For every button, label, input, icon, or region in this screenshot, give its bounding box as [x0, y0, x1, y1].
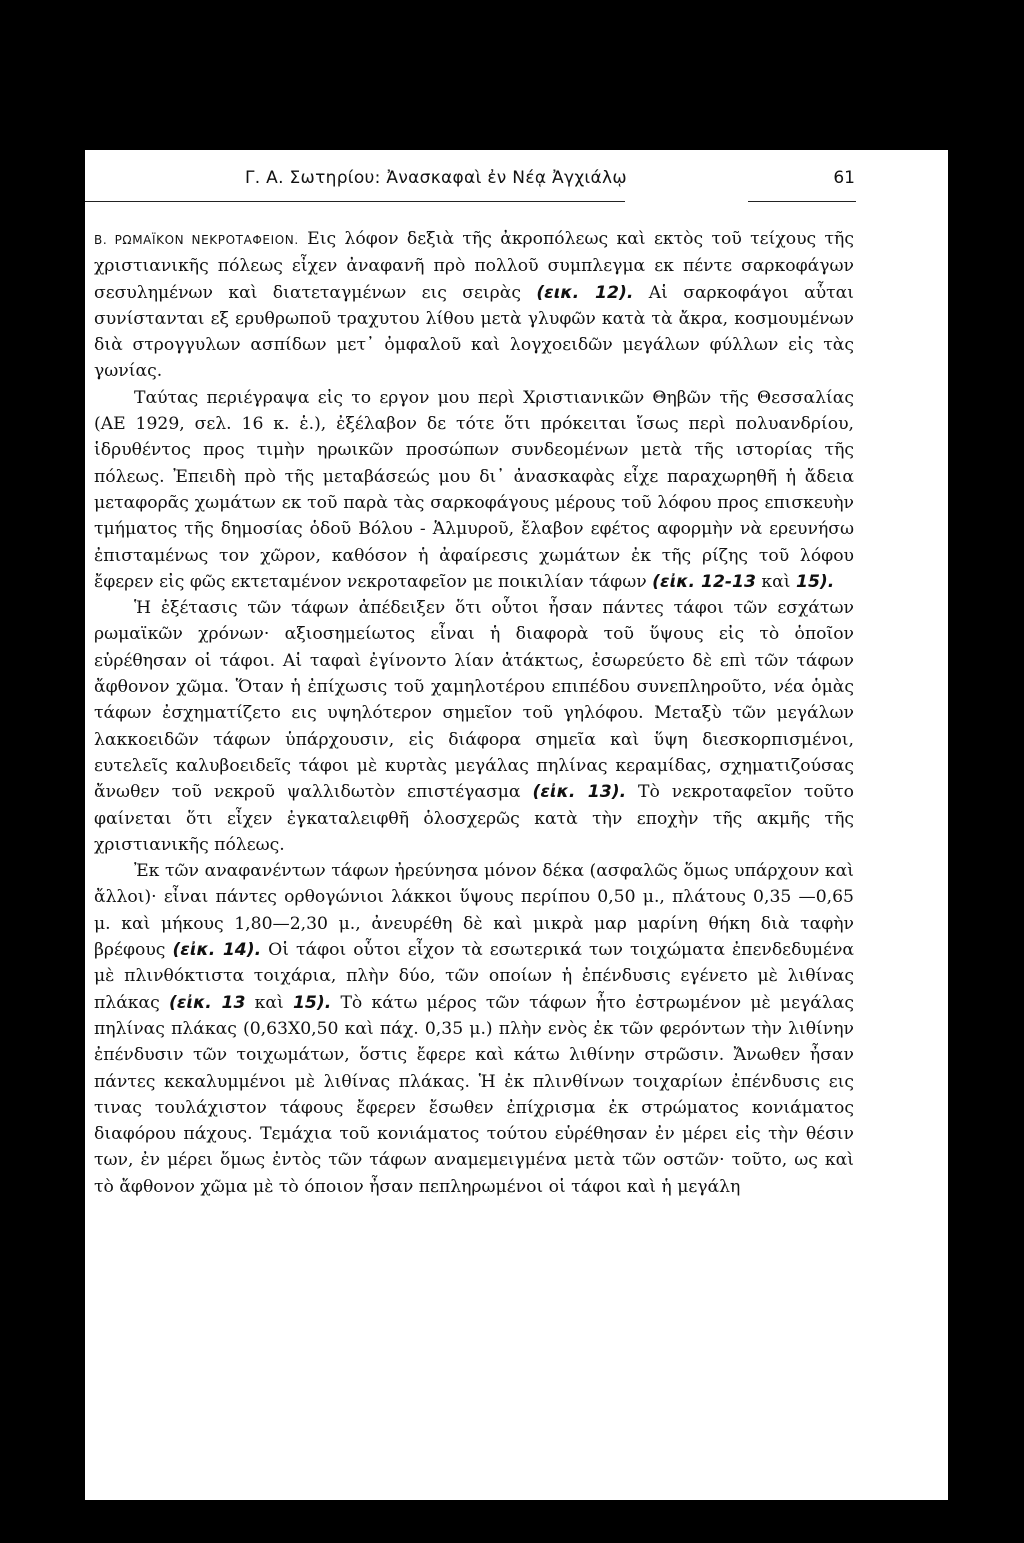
paragraph-1 [94, 226, 854, 385]
page-number: 61 [833, 168, 855, 188]
conjunction: καὶ [755, 571, 796, 592]
header-rule [85, 201, 625, 202]
header-rule-right [748, 201, 856, 202]
figure-reference: (εικ. 12). [536, 282, 634, 303]
paragraph-4-text-c: Τὸ κάτω μέρος τῶν τάφων ἦτο ἐστρωμένον μὲ μεγάλας πηλίνας πλάκας (0,63Χ0,50 καὶ πάχ. 0,35 μ.) πλὴν ενὸς ἐκ τῶν φερόντων τὴν λιθίνην ἐπένδυσιν τῶν τοιχωμάτων, ὅστις ἔφερε καὶ κάτω λιθίνην στρῶσιν. Ἄνωθεν ἦσαν πάντες κεκαλυμμένοι μὲ λιθίνας πλάκας. Ἡ ἐκ πλινθίνων τοιχαρίων ἐπένδυσις εις τινας τουλάχιστον τάφους ἔφερεν ἔσωθεν ἐπίχρισμα ἐκ στρώματος κονιάματος διαφόρου πάχους. Τεμάχια τοῦ κονιάματος τούτου εὑρέθησαν ἐν μέρει εἰς τὴν θέσιν των, ἐν μέρει ὅμως ἐντὸς τῶν τάφων αναμεμειγμένα μετὰ τῶν οστῶν· τοῦτο, ως καὶ τὸ ἄφθονον χῶμα μὲ τὸ όποιον ἦσαν πεπληρωμένοι οἱ τάφοι καὶ ἡ μεγάλη [94, 992, 854, 1197]
paragraph-2 [94, 385, 854, 595]
figure-reference: (εἰκ. 12-13 [652, 571, 756, 592]
conjunction: καὶ [245, 992, 293, 1013]
section-label: Β. ΡΩΜΑΪΚΟΝ ΝΕΚΡΟΤΑΦΕΙΟΝ. [94, 233, 299, 247]
paragraph-3 [94, 595, 854, 858]
body-text [94, 226, 854, 1200]
paragraph-2-text: Ταύτας περιέγραψα εἰς το εργον μου περὶ Χριστιανικῶν Θηβῶν τῆς Θεσσαλίας (ΑΕ 1929, σελ. 16 κ. ἑ.), ἐξέλαβον δε τότε ὅτι πρόκειται ἴσως περὶ πολυανδρίου, ἱδρυθέντος προς τιμὴν ηρωικῶν προσώπων συνδεομένων μετὰ τῆς ιστορίας τῆς πόλεως. Ἐπειδὴ πρὸ τῆς μεταβάσεώς μου δι᾽ ἀνασκαφὰς εἶχε παραχωρηθῆ ἡ ἄδεια μεταφορᾶς χωμάτων εκ τοῦ παρὰ τὰς σαρκοφάγους μέρους τοῦ λόφου προς επισκευὴν τμήματος τῆς δημοσίας ὁδοῦ Βόλου - Ἁλμυροῦ, ἔλαβον εφέτος αφορμὴν νὰ ερευνήσω ἐπισταμένως τον χῶρον, καθόσον ἡ ἀφαίρεσις χωμάτων ἐκ τῆς ρίζης τοῦ λόφου ἔφερεν εἰς φῶς εκτεταμένον νεκροταφεῖον με ποικιλίαν τάφων [94, 387, 854, 592]
paragraph-4-text-b: Οἱ τάφοι οὗτοι εἶχον τὰ εσωτερικά των τοιχώματα ἐπενδεδυμένα μὲ πλινθόκτιστα τοιχάρια, πλὴν δύο, τῶν οποίων ἡ ἐπένδυσις εγένετο μὲ λιθίνας πλάκας [94, 940, 855, 1013]
paragraph-4 [94, 858, 854, 1200]
figure-reference: (εἰκ. 13). [532, 782, 627, 803]
paragraph-3-text-a: Ἡ ἐξέτασις τῶν τάφων ἀπέδειξεν ὅτι οὗτοι ἦσαν πάντες τάφοι τῶν εσχάτων ρωμαϊκῶν χρόνων· αξιοσημείωτος εἶναι ἡ διαφορὰ τοῦ ὕψους εἰς τὸ ὁποῖον εὑρέθησαν οἱ τάφοι. Αἱ ταφαὶ ἐγίνοντο λίαν ἀτάκτως, ἐσωρεύετο δὲ επὶ τῶν τάφων ἄφθονον χῶμα. Ὅταν ἡ ἐπίχωσις τοῦ χαμηλοτέρου επιπέδου συνεπληροῦτο, νέα ὁμὰς τάφων ἐσχηματίζετο εις υψηλότερον σημεῖον τοῦ γηλόφου. Μεταξὺ τῶν μεγάλων λακκοειδῶν τάφων ὑπάρχουσιν, εἰς διάφορα σημεῖα καὶ ὕψη διεσκορπισμένοι, ευτελεῖς καλυβοειδεῖς τάφοι μὲ κυρτὰς μεγάλας πηλίνας κεραμίδας, σχηματιζούσας ἄνωθεν τοῦ νεκροῦ ψαλλιδωτὸν επιστέγασμα [94, 598, 854, 803]
figure-reference: 15). [795, 571, 835, 592]
running-header [85, 168, 855, 188]
paragraph-1-text-a: Εις λόφον δεξιὰ τῆς ἀκροπόλεως καὶ εκτὸς τοῦ τείχους τῆς χριστιανικῆς πόλεως εἶχεν ἀναφανῆ πρὸ πολλοῦ συμπλεγμα εκ πέντε σαρκοφάγων σεσυλημένων καὶ διατεταγμένων εις σειρὰς [94, 229, 854, 303]
figure-reference: (εἰκ. 14). [172, 940, 262, 961]
paragraph-1-text-b: Αἱ σαρκοφάγοι αὗται συνίστανται εξ ερυθρωποῦ τραχυτου λίθου μετὰ γλυφῶν κατὰ τὰ ἄκρα, κοσμουμένων διὰ στρογγυλων ασπίδων μετ᾽ ὀμφαλοῦ καὶ λογχοειδῶν μεγάλων φύλλων εἰς τὰς γωνίας. [94, 282, 855, 382]
paragraph-3-text-b: Τὸ νεκροταφεῖον τοῦτο φαίνεται ὅτι εἶχεν ἐγκαταλειφθῆ ὁλοσχερῶς κατὰ τὴν εποχὴν τῆς ακμῆς τῆς χριστιανικῆς πόλεως. [94, 782, 855, 855]
paragraph-4-text-a: Ἐκ τῶν αναφανέντων τάφων ἠρεύνησα μόνον δέκα (ασφαλῶς ὅμως υπάρχουν καὶ ἄλλοι)· εἶναι πάντες ορθογώνιοι λάκκοι ὕψους περίπου 0,50 μ., πλάτους 0,35 —0,65 μ. καὶ μήκους 1,80—2,30 μ., ἀνευρέθη δὲ καὶ μικρὰ μαρ μαρίνη θήκη διὰ ταφὴν βρέφους [94, 861, 854, 961]
figure-reference: 15). [292, 992, 332, 1013]
header-title: Γ. Α. Σωτηρίου: Ἀνασκαφαὶ ἐν Νέᾳ Ἀγχιάλῳ [245, 168, 627, 188]
figure-reference: (εἰκ. 13 [168, 992, 246, 1013]
